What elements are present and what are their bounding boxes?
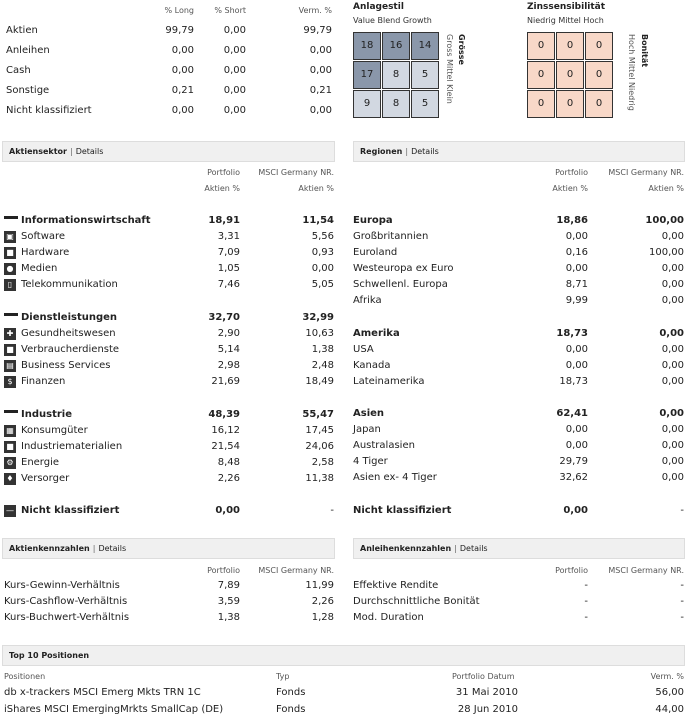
- alloc-row-verm: 0,21: [309, 85, 332, 96]
- alloc-row-long: 99,79: [165, 25, 194, 36]
- sector-h2b: Aktien %: [298, 184, 334, 193]
- anleihe-name: Durchschnittliche Bonität: [353, 596, 480, 607]
- alloc-row-label: Sonstige: [6, 85, 50, 96]
- alloc-row-long: 0,00: [171, 105, 194, 116]
- top10-typ: Fonds: [276, 687, 306, 698]
- sector-item-icon: $: [4, 376, 16, 388]
- sector-item-msci: 0,00: [311, 263, 334, 274]
- sector-item-name: Konsumgüter: [21, 425, 88, 436]
- alloc-header-long: % Long: [164, 6, 194, 15]
- top10-h-pos: Positionen: [4, 672, 46, 681]
- region-item-msci: 0,00: [661, 472, 684, 483]
- alloc-row-label: Nicht klassifiziert: [6, 105, 92, 116]
- top10-date: 31 Mai 2010: [455, 687, 518, 698]
- top10-h-date: Portfolio Datum: [452, 672, 515, 681]
- style-cell: 5: [411, 61, 439, 89]
- kennzahlen-h2: MSCI Germany NR.: [258, 566, 334, 575]
- sector-item-msci: 24,06: [305, 441, 334, 452]
- sector-nk-msci: -: [330, 505, 334, 516]
- alloc-row-short: 0,00: [223, 25, 246, 36]
- anleihe-portfolio: -: [584, 612, 588, 623]
- style-cell: 5: [411, 90, 439, 118]
- region-item-name: Großbritannien: [353, 231, 429, 242]
- sector-group-portfolio: 18,91: [208, 215, 240, 226]
- sector-group-msci: 55,47: [302, 409, 334, 420]
- kennzahl-msci: 2,26: [311, 596, 334, 607]
- kennzahl-name: Kurs-Cashflow-Verhältnis: [4, 596, 128, 607]
- region-item-portfolio: 0,00: [565, 263, 588, 274]
- region-item-portfolio: 9,99: [565, 295, 588, 306]
- region-group-name: Amerika: [353, 328, 400, 339]
- sector-item-icon: ♦: [4, 473, 16, 485]
- region-group-name: Europa: [353, 215, 393, 226]
- region-group-msci: 0,00: [659, 408, 684, 419]
- anleihe-portfolio: -: [584, 580, 588, 591]
- region-item-name: Westeuropa ex Euro: [353, 263, 454, 274]
- region-item-msci: 0,00: [661, 456, 684, 467]
- region-item-portfolio: 0,00: [565, 440, 588, 451]
- sector-group-icon: [4, 313, 18, 323]
- rates-cell: 0: [527, 61, 555, 89]
- alloc-row-verm: 0,00: [309, 65, 332, 76]
- kennzahlen-header-bar: Aktienkennzahlen | Details: [2, 538, 335, 559]
- anleihe-msci: -: [680, 612, 684, 623]
- region-item-msci: 0,00: [661, 424, 684, 435]
- sector-item-msci: 2,48: [311, 360, 334, 371]
- region-item-name: 4 Tiger: [353, 456, 388, 467]
- sector-h2a: MSCI Germany NR.: [258, 168, 334, 177]
- kennzahl-portfolio: 7,89: [217, 580, 240, 591]
- region-item-portfolio: 0,00: [565, 231, 588, 242]
- rates-cell: 0: [527, 90, 555, 118]
- alloc-row-label: Aktien: [6, 25, 38, 36]
- top10-h-typ: Typ: [276, 672, 290, 681]
- region-nk-msci: -: [680, 505, 684, 516]
- region-item-msci: 0,00: [661, 344, 684, 355]
- style-size-label: Grösse: [457, 34, 466, 65]
- sector-item-name: Gesundheitswesen: [21, 328, 116, 339]
- style-cell: 8: [382, 90, 410, 118]
- anleihe-name: Effektive Rendite: [353, 580, 439, 591]
- rates-cell: 0: [556, 61, 584, 89]
- sector-item-portfolio: 21,54: [211, 441, 240, 452]
- rates-cell: 0: [585, 90, 613, 118]
- sector-item-portfolio: 21,69: [211, 376, 240, 387]
- region-item-msci: 0,00: [661, 279, 684, 290]
- sector-item-name: Medien: [21, 263, 58, 274]
- sector-title: Aktiensektor: [9, 147, 67, 156]
- sector-item-portfolio: 3,31: [217, 231, 240, 242]
- sector-group-portfolio: 48,39: [208, 409, 240, 420]
- alloc-row-long: 0,00: [171, 65, 194, 76]
- regions-title: Regionen: [360, 147, 403, 156]
- top10-h-verm: Verm. %: [650, 672, 684, 681]
- region-item-msci: 0,00: [661, 295, 684, 306]
- alloc-row-short: 0,00: [223, 105, 246, 116]
- alloc-row-verm: 0,00: [309, 105, 332, 116]
- unclassified-icon: —: [6, 506, 14, 515]
- sector-item-portfolio: 2,26: [217, 473, 240, 484]
- sector-item-msci: 1,38: [311, 344, 334, 355]
- kennzahl-name: Kurs-Buchwert-Verhältnis: [4, 612, 130, 623]
- style-cell: 17: [353, 61, 381, 89]
- regions-h1b: Aktien %: [552, 184, 588, 193]
- rates-credit-label: Bonität: [640, 34, 649, 68]
- anleihe-portfolio: -: [584, 596, 588, 607]
- sector-h1b: Aktien %: [204, 184, 240, 193]
- top10-title: Top 10 Positionen: [9, 651, 90, 660]
- region-group-portfolio: 62,41: [556, 408, 588, 419]
- region-item-msci: 0,00: [661, 440, 684, 451]
- sector-nk-portfolio: 0,00: [215, 505, 240, 516]
- anleihe-msci: -: [680, 580, 684, 591]
- sector-item-icon: ●: [4, 263, 16, 275]
- region-group-portfolio: 18,86: [556, 215, 588, 226]
- regions-h2b: Aktien %: [648, 184, 684, 193]
- sector-item-name: Software: [21, 231, 66, 242]
- sector-item-icon: ■: [4, 247, 16, 259]
- region-item-name: Schwellenl. Europa: [353, 279, 448, 290]
- region-item-portfolio: 8,71: [565, 279, 588, 290]
- region-nk-portfolio: 0,00: [563, 505, 588, 516]
- sector-group-icon: [4, 410, 18, 420]
- sector-group-name: Informationswirtschaft: [21, 215, 151, 226]
- sector-item-icon: ▯: [4, 279, 16, 291]
- region-item-msci: 100,00: [649, 247, 684, 258]
- regions-details-link[interactable]: Details: [411, 147, 439, 156]
- rates-title: Zinssensibilität: [527, 2, 606, 12]
- regions-h1a: Portfolio: [555, 168, 588, 177]
- style-cell: 18: [353, 32, 381, 60]
- style-title: Anlagestil: [353, 2, 404, 12]
- style-cell: 16: [382, 32, 410, 60]
- sector-group-msci: 32,99: [302, 312, 334, 323]
- alloc-header-verm: Verm. %: [298, 6, 332, 15]
- kennzahl-msci: 11,99: [305, 580, 334, 591]
- style-cell: 14: [411, 32, 439, 60]
- region-item-portfolio: 18,73: [559, 376, 588, 387]
- sector-item-icon: ■: [4, 344, 16, 356]
- sector-item-msci: 2,58: [311, 457, 334, 468]
- rates-credit-sub: Hoch Mittel Niedrig: [627, 34, 636, 111]
- region-item-portfolio: 32,62: [559, 472, 588, 483]
- sector-item-icon: ▣: [4, 231, 16, 243]
- sector-item-portfolio: 16,12: [211, 425, 240, 436]
- sector-item-portfolio: 2,98: [217, 360, 240, 371]
- region-item-name: USA: [353, 344, 374, 355]
- sector-item-icon: ■: [4, 441, 16, 453]
- sector-item-portfolio: 8,48: [217, 457, 240, 468]
- kennzahl-portfolio: 3,59: [217, 596, 240, 607]
- alloc-row-label: Anleihen: [6, 45, 50, 56]
- top10-verm: 56,00: [655, 687, 684, 698]
- region-item-name: Kanada: [353, 360, 391, 371]
- kennzahl-name: Kurs-Gewinn-Verhältnis: [4, 580, 120, 591]
- kennzahlen-title: Aktienkennzahlen: [9, 544, 90, 553]
- region-group-msci: 100,00: [645, 215, 684, 226]
- alloc-header-short: % Short: [214, 6, 246, 15]
- sector-item-msci: 0,93: [311, 247, 334, 258]
- regions-h2a: MSCI Germany NR.: [608, 168, 684, 177]
- sector-header-bar: Aktiensektor | Details: [2, 141, 335, 162]
- top10-name[interactable]: iShares MSCI EmergingMrkts SmallCap (DE): [4, 704, 224, 715]
- region-item-name: Afrika: [353, 295, 382, 306]
- sector-item-name: Energie: [21, 457, 60, 468]
- region-item-name: Asien ex- 4 Tiger: [353, 472, 437, 483]
- sector-item-icon: ▦: [4, 425, 16, 437]
- region-item-msci: 0,00: [661, 263, 684, 274]
- kennzahl-msci: 1,28: [311, 612, 334, 623]
- top10-typ: Fonds: [276, 704, 306, 715]
- style-size-sub: Gross Mittel Klein: [445, 34, 454, 104]
- alloc-row-short: 0,00: [223, 85, 246, 96]
- sector-item-portfolio: 2,90: [217, 328, 240, 339]
- sector-item-portfolio: 7,09: [217, 247, 240, 258]
- sector-group-msci: 11,54: [302, 215, 334, 226]
- region-item-name: Euroland: [353, 247, 398, 258]
- anleihen-title: Anleihenkennzahlen: [360, 544, 452, 553]
- region-item-name: Japan: [353, 424, 381, 435]
- anleihen-header-bar: Anleihenkennzahlen | Details: [353, 538, 685, 559]
- region-group-msci: 0,00: [659, 328, 684, 339]
- sector-item-msci: 11,38: [305, 473, 334, 484]
- sector-details-link[interactable]: Details: [75, 147, 104, 156]
- sector-item-name: Versorger: [21, 473, 70, 484]
- top10-date: 28 Jun 2010: [457, 704, 518, 715]
- anleihe-msci: -: [680, 596, 684, 607]
- alloc-row-label: Cash: [6, 65, 31, 76]
- region-item-portfolio: 29,79: [559, 456, 588, 467]
- region-group-name: Asien: [353, 408, 385, 419]
- sector-item-icon: ⚙: [4, 457, 16, 469]
- sector-item-icon: ✚: [4, 328, 16, 340]
- alloc-row-long: 0,21: [171, 85, 194, 96]
- rates-cell: 0: [585, 32, 613, 60]
- anleihen-h1: Portfolio: [555, 566, 588, 575]
- sector-group-portfolio: 32,70: [208, 312, 240, 323]
- sector-item-msci: 5,05: [311, 279, 334, 290]
- sector-item-name: Hardware: [21, 247, 70, 258]
- region-item-portfolio: 0,00: [565, 424, 588, 435]
- region-item-name: Australasien: [353, 440, 415, 451]
- top10-header-bar: [2, 645, 685, 666]
- alloc-row-short: 0,00: [223, 45, 246, 56]
- rates-cell: 0: [527, 32, 555, 60]
- sector-item-name: Verbraucherdienste: [21, 344, 120, 355]
- region-item-msci: 0,00: [661, 231, 684, 242]
- regions-header-bar: Regionen | Details: [353, 141, 685, 162]
- sector-item-portfolio: 5,14: [217, 344, 240, 355]
- alloc-row-long: 0,00: [171, 45, 194, 56]
- region-group-portfolio: 18,73: [556, 328, 588, 339]
- sector-h1a: Portfolio: [207, 168, 240, 177]
- sector-item-name: Industriematerialien: [21, 441, 123, 452]
- region-item-msci: 0,00: [661, 360, 684, 371]
- region-item-portfolio: 0,00: [565, 360, 588, 371]
- sector-item-portfolio: 7,46: [217, 279, 240, 290]
- kennzahlen-h1: Portfolio: [207, 566, 240, 575]
- style-columns: Value Blend Growth: [353, 16, 432, 25]
- alloc-row-verm: 0,00: [309, 45, 332, 56]
- sector-item-portfolio: 1,05: [217, 263, 240, 274]
- sector-item-name: Business Services: [21, 360, 111, 371]
- rates-cell: 0: [585, 61, 613, 89]
- rates-box: [527, 32, 615, 120]
- rates-columns: Niedrig Mittel Hoch: [527, 16, 604, 25]
- style-cell: 9: [353, 90, 381, 118]
- region-item-name: Lateinamerika: [353, 376, 425, 387]
- region-item-portfolio: 0,16: [565, 247, 588, 258]
- alloc-row-short: 0,00: [223, 65, 246, 76]
- style-cell: 8: [382, 61, 410, 89]
- region-item-portfolio: 0,00: [565, 344, 588, 355]
- sector-item-name: Telekommunikation: [21, 279, 118, 290]
- sector-group-name: Dienstleistungen: [21, 312, 118, 323]
- alloc-row-verm: 99,79: [303, 25, 332, 36]
- sector-item-name: Finanzen: [21, 376, 66, 387]
- region-item-msci: 0,00: [661, 376, 684, 387]
- sector-item-msci: 17,45: [305, 425, 334, 436]
- sector-item-msci: 10,63: [305, 328, 334, 339]
- sector-nk-name: Nicht klassifiziert: [21, 505, 120, 516]
- top10-name[interactable]: db x-trackers MSCI Emerg Mkts TRN 1C: [4, 687, 201, 698]
- sector-group-icon: [4, 216, 18, 226]
- top10-verm: 44,00: [655, 704, 684, 715]
- rates-cell: 0: [556, 90, 584, 118]
- kennzahl-portfolio: 1,38: [217, 612, 240, 623]
- region-nk-name: Nicht klassifiziert: [353, 505, 452, 516]
- rates-cell: 0: [556, 32, 584, 60]
- kennzahlen-details-link[interactable]: Details: [98, 544, 127, 553]
- anleihen-h2: MSCI Germany NR.: [608, 566, 684, 575]
- sector-item-msci: 18,49: [305, 376, 334, 387]
- style-box: [353, 32, 441, 120]
- anleihe-name: Mod. Duration: [353, 612, 424, 623]
- sector-item-icon: ▤: [4, 360, 16, 372]
- sector-group-name: Industrie: [21, 409, 72, 420]
- sector-item-msci: 5,56: [311, 231, 334, 242]
- anleihen-details-link[interactable]: Details: [459, 544, 488, 553]
